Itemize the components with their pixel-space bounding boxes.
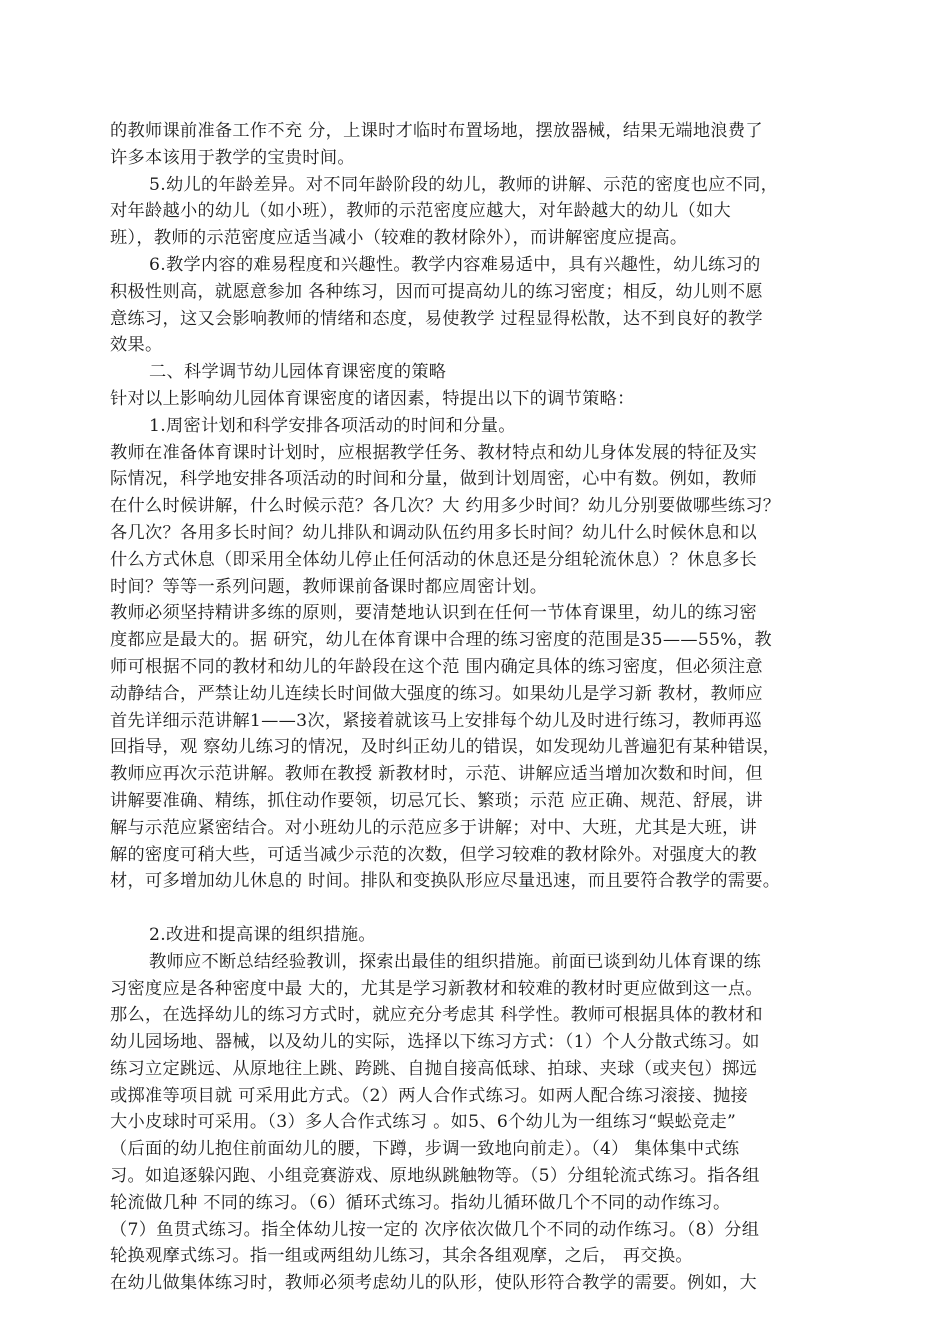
text-line: 解的密度可稍大些，可适当减少示范的次数，但学习较难的教材除外。对强度大的教 [110,844,758,865]
text-line: 度都应是最大的。据 研究，幼儿在体育课中合理的练习密度的范围是35——55%，教 [110,630,772,651]
text-line: 许多本该用于教学的宝贵时间。 [110,147,355,168]
text-line: 幼儿园场地、器械，以及幼儿的实际，选择以下练习方式：（1）个人分散式练习。如 [110,1032,760,1053]
text-line: 的教师课前准备工作不充 分，上课时才临时布置场地，摆放器械，结果无端地浪费了 [110,121,763,141]
text-line: 在什么时候讲解，什么时候示范？各几次？大 约用多少时间？幼儿分别要做哪些练习？ [110,496,781,517]
text-line: 回指导，观 察幼儿练习的情况，及时纠正幼儿的错误，如发现幼儿普遍犯有某种错误， [110,737,781,758]
text-line: 师可根据不同的教材和幼儿的年龄段在这个范 围内确定具体的练习密度，但必须注意 [110,656,763,677]
text-line: 6.教学内容的难易程度和兴趣性。教学内容难易适中，具有兴趣性，幼儿练习的 [149,254,761,275]
text-line: 积极性则高，就愿意参加 各种练习，因而可提高幼儿的练习密度；相反，幼儿则不愿 [110,281,763,302]
document-body [110,118,850,1297]
text-line: 教师应再次示范讲解。教师在教授 新教材时，示范、讲解应适当增加次数和时间，但 [110,764,763,785]
text-line: 轮流做几种 不同的练习。（6）循环式练习。指幼儿循环做几个不同的动作练习。 [110,1192,731,1213]
text-line: 对年龄越小的幼儿（如小班），教师的示范密度应越大，对年龄越大的幼儿（如大 [110,201,731,222]
text-line: 2.改进和提高课的组织措施。 [149,924,376,945]
text-line: 效果。 [110,335,163,356]
text-line: 教师在准备体育课时计划时，应根据教学任务、教材特点和幼儿身体发展的特征及实 [110,442,758,463]
text-line: 在幼儿做集体练习时，教师必须考虑幼儿的队形，使队形符合教学的需要。例如，大 [110,1273,758,1294]
text-line: 大小皮球时可采用。（3）多人合作式练习 。如5、6个幼儿为一组练习“蜈蚣竞走” [110,1112,737,1133]
text-line: 二、科学调节幼儿园体育课密度的策略 [149,362,447,383]
text-line: 针对以上影响幼儿园体育课密度的诸因素，特提出以下的调节策略： [110,388,635,409]
text-line: 解与示范应紧密结合。对小班幼儿的示范应多于讲解；对中、大班，尤其是大班，讲 [110,817,758,838]
text-line: 教师应不断总结经验教训，探索出最佳的组织措施。前面已谈到幼儿体育课的练 [149,951,762,972]
text-line: 或掷准等项目就 可采用此方式。（2）两人合作式练习。如两人配合练习滚接、抛接 [110,1085,748,1106]
text-line: 轮换观摩式练习。指一组或两组幼儿练习，其余各组观摩，之后， 再交换。 [110,1246,693,1267]
blank-line [110,895,850,922]
text-line: 各几次？各用多长时间？幼儿排队和调动队伍约用多长时间？幼儿什么时候休息和以 [110,522,758,543]
text-line: 际情况，科学地安排各项活动的时间和分量，做到计划周密，心中有数。例如，教师 [110,469,758,490]
text-line: 首先详细示范讲解1——3次，紧接着就该马上安排每个幼儿及时进行练习，教师再巡 [110,710,763,731]
text-line: 动静结合，严禁让幼儿连续长时间做大强度的练习。如果幼儿是学习新 教材，教师应 [110,683,763,704]
text-line: 讲解要准确、精练，抓住动作要领，切忌冗长、繁琐；示范 应正确、规范、舒展，讲 [110,790,763,811]
text-line: 那么，在选择幼儿的练习方式时，就应充分考虑其 科学性。教师可根据具体的教材和 [110,1005,763,1026]
text-line: 材，可多增加幼儿休息的 时间。排队和变换队形应尽量迅速，而且要符合教学的需要。 [110,871,781,892]
text-line: （7）鱼贯式练习。指全体幼儿按一定的 次序依次做几个不同的动作练习。（8）分组 [110,1219,760,1240]
text-line: 练习立定跳远、从原地往上跳、跨跳、自抛自接高低球、拍球、夹球（或夹包）掷远 [110,1058,758,1079]
text-line: 意练习，这又会影响教师的情绪和态度，易使教学 过程显得松散，达不到良好的教学 [110,308,763,329]
text-line: 班），教师的示范密度应适当减小（较难的教材除外），而讲解密度应提高。 [110,228,688,249]
text-line: （后面的幼儿抱住前面幼儿的腰，下蹲，步调一致地向前走）。（4） 集体集中式练 [110,1139,740,1160]
text-line: 习密度应是各种密度中最 大的，尤其是学习新教材和较难的教材时更应做到这一点。 [110,978,763,999]
text-line: 什么方式休息（即采用全体幼儿停止任何活动的休息还是分组轮流休息）？休息多长 [110,549,758,570]
text-line: 教师必须坚持精讲多练的原则，要清楚地认识到在任何一节体育课里，幼儿的练习密 [110,603,758,624]
text-line: 1.周密计划和科学安排各项活动的时间和分量。 [149,415,516,436]
text-line: 时间？等等一系列问题，教师课前备课时都应周密计划。 [110,576,548,597]
text-line: 5.幼儿的年龄差异。对不同年龄阶段的幼儿，教师的讲解、示范的密度也应不同， [149,174,779,195]
text-line: 习。如追逐躲闪跑、小组竞赛游戏、原地纵跳触物等。（5）分组轮流式练习。指各组 [110,1166,760,1187]
